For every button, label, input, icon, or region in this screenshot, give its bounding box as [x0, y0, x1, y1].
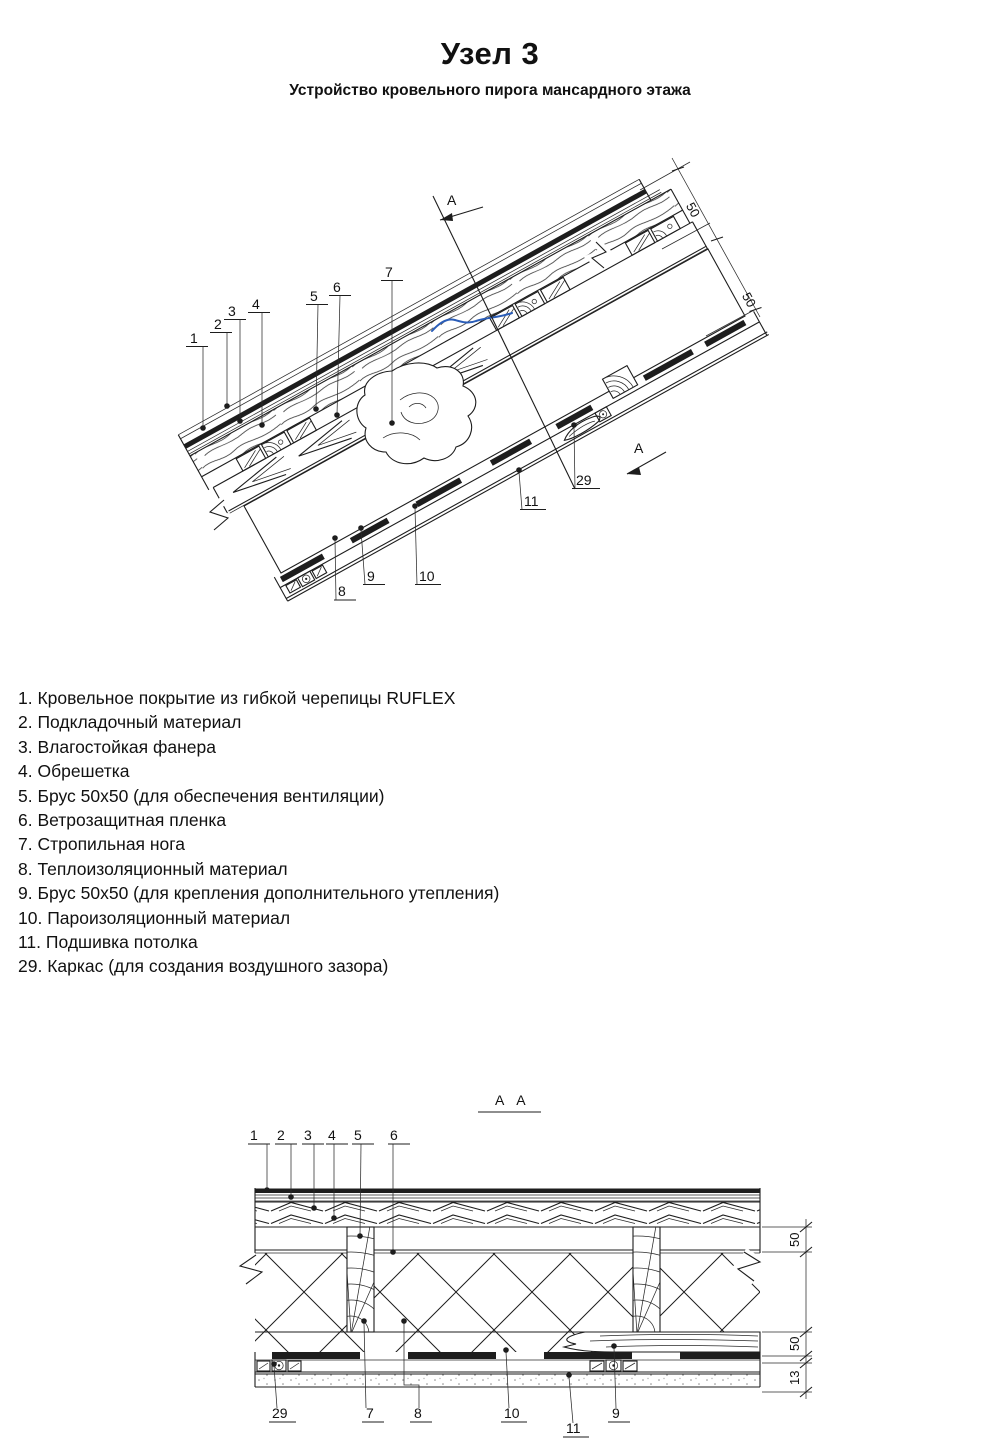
- legend-item: 3. Влагостойкая фанера: [18, 736, 216, 757]
- legend-item: 11. Подшивка потолка: [18, 932, 198, 953]
- bottom-diagram: [240, 1092, 812, 1437]
- roofing-layer: [255, 1189, 760, 1194]
- legend-item: 9. Брус 50х50 (для крепления дополнительного утепления): [18, 883, 500, 904]
- top-diagram-callouts-lower: [332, 422, 600, 600]
- legend-item: 2. Подкладочный материал: [18, 712, 242, 733]
- frame-blocks-left: [257, 1360, 301, 1371]
- callout-9: 9: [612, 1405, 620, 1421]
- callout-10: 10: [419, 568, 435, 584]
- legend-item: 4. Обрешетка: [18, 761, 130, 782]
- bottom-dimensions: [762, 1219, 812, 1399]
- callout-1: 1: [250, 1127, 258, 1143]
- dim-50-top: 50: [682, 199, 704, 220]
- brus-block: [603, 366, 638, 399]
- callout-29: 29: [576, 472, 592, 488]
- section-label-a-top: А: [447, 192, 457, 208]
- callout-2: 2: [214, 316, 222, 332]
- rafter-cross-section: [357, 363, 476, 464]
- callout-11: 11: [524, 493, 539, 509]
- legend-item: 5. Брус 50х50 (для обеспечения вентиляции): [18, 785, 385, 806]
- dim-50-bottom: 50: [738, 289, 760, 310]
- callout-6: 6: [390, 1127, 398, 1143]
- callout-5: 5: [310, 288, 318, 304]
- callout-11: 11: [566, 1420, 581, 1436]
- legend-item: 6. Ветрозащитная пленка: [18, 810, 227, 831]
- section-title: А А: [495, 1092, 530, 1108]
- layers: [240, 1188, 760, 1432]
- page-title: Узел 3: [440, 36, 540, 71]
- callout-8: 8: [338, 583, 346, 599]
- callout-3: 3: [228, 303, 236, 319]
- plywood-layer: [255, 1202, 760, 1227]
- legend-item: 10. Пароизоляционный материал: [18, 907, 291, 928]
- callout-9: 9: [367, 568, 375, 584]
- frame-blocks-right: [590, 1360, 637, 1371]
- callout-2: 2: [277, 1127, 285, 1143]
- callout-29: 29: [272, 1405, 288, 1421]
- vapor-barrier: [255, 1352, 760, 1359]
- dim-13-ceiling: 13: [787, 1370, 802, 1385]
- dim-50-brus: 50: [787, 1336, 802, 1351]
- callout-8: 8: [414, 1405, 422, 1421]
- wood-plank: [564, 1332, 760, 1352]
- callout-10: 10: [504, 1405, 520, 1421]
- callout-1: 1: [190, 330, 198, 346]
- callout-4: 4: [328, 1127, 336, 1143]
- page-subtitle: Устройство кровельного пирога мансардного этажа: [289, 82, 691, 99]
- legend-item: 7. Стропильная нога: [18, 834, 186, 855]
- callout-5: 5: [354, 1127, 362, 1143]
- legend-item: 29. Каркас (для создания воздушного зазора): [18, 956, 389, 977]
- top-dimensions: [640, 158, 762, 336]
- top-diagram: [178, 158, 768, 601]
- callout-7: 7: [366, 1405, 374, 1421]
- dim-50-vent: 50: [787, 1232, 802, 1247]
- callout-7: 7: [385, 264, 393, 280]
- legend-item: 8. Теплоизоляционный материал: [18, 858, 288, 879]
- section-label-a-bottom: А: [634, 440, 644, 456]
- callout-6: 6: [333, 279, 341, 295]
- legend-item: 1. Кровельное покрытие из гибкой черепицы RUFLEX: [18, 688, 456, 708]
- vapor-barrier-dashes: [280, 320, 746, 582]
- callout-3: 3: [304, 1127, 312, 1143]
- callout-4: 4: [252, 296, 260, 312]
